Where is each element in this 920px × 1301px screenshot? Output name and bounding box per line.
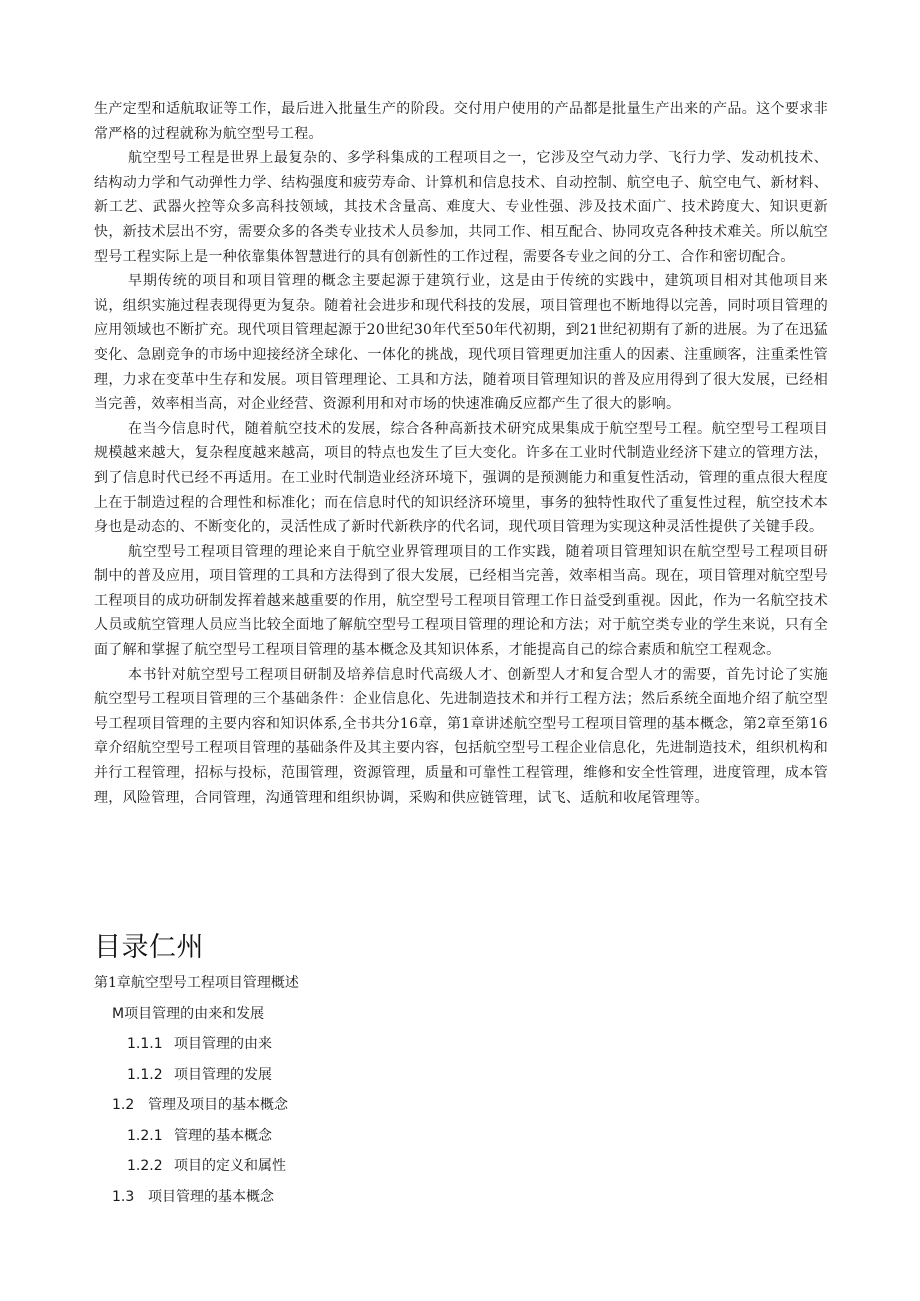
table-of-contents [0,968,920,1212]
toc-subsection-title: 项目的定义和属性 [174,1158,286,1174]
toc-subsection-number: 1.2.1 [127,1127,163,1144]
toc-chapter-label: 第1章航空型号工程项目管理概述 [94,975,299,991]
toc-subsection-1-1-2[interactable] [0,1060,920,1091]
toc-subsection-number: 1.2.2 [127,1158,163,1174]
paragraph-2: 航空型号工程是世界上最复杂的、多学科集成的工程项目之一，它涉及空气动力学、飞行力学、发动机技术、结构动力学和气动弹性力学、结构强度和疲劳寿命、计算机和信息技术、自动控制、航空电子、航空电气、新材料、新工艺、武器火控等众多高科技领域，其技术含量高、难度大、专业性强、涉及技术面广、技术跨度大、知识更新快，新技术层出不穷，需要众多的各类专业技术人员参加，共同工作、相互配合、协同攻克各种技术难关。所以航空型号工程实际上是一种依靠集体智慧进行的具有创新性的工作过程，需要各专业之间的分工、合作和密切配合。 [94,150,828,265]
toc-section-number: M [112,1005,125,1022]
toc-chapter-1[interactable] [0,968,920,999]
toc-subsection-title: 项目管理的发展 [174,1066,272,1083]
toc-section-number: 1.3 [112,1188,135,1205]
toc-section-title: 管理及项目的基本概念 [148,1097,288,1113]
paragraph-4: 在当今信息时代，随着航空技术的发展，综合各种高新技术研究成果集成于航空型号工程。航空型号工程项目规模越来越大，复杂程度越来越高，项目的特点也发生了巨大变化。许多在工业时代制造业经济下建立的管理方法，到了信息时代已经不再适用。在工业时代制造业经济环境下，强调的是预测能力和重复性活动，管理的重点很大程度上在于制造过程的合理性和标准化；而在信息时代的知识经济环境里，事务的独特性取代了重复性过程，航空技术本身也是动态的、不断变化的，灵活性成了新时代新秩序的代名词，现代项目管理为实现这种灵活性提供了关键手段。 [94,420,828,536]
toc-subsection-number: 1.1.2 [127,1066,163,1083]
toc-subsection-title: 项目管理的由来 [174,1036,272,1052]
body-text [94,97,828,810]
toc-subsection-title: 管理的基本概念 [174,1127,272,1144]
paragraph-5: 航空型号工程项目管理的理论来自于航空业界管理项目的工作实践，随着项目管理知识在航空型号工程项目研制中的普及应用，项目管理的工具和方法得到了很大发展，已经相当完善，效率相当高。现在，项目管理对航空型号工程项目的成功研制发挥着越来越重要的作用，航空型号工程项目管理工作日益受到重视。因此，作为一名航空技术人员或航空管理人员应当比较全面地了解航空型号工程项目管理的理论和方法；对于航空类专业的学生来说，只有全面了解和掌握了航空型号工程项目管理的基本概念及其知识体系，才能提高自己的综合素质和航空工程观念。 [94,543,828,659]
toc-heading: 目录仁州 [94,932,204,963]
toc-section-title: 项目管理的由来和发展 [124,1005,265,1022]
toc-section-1-1[interactable] [0,999,920,1030]
toc-section-1-3[interactable] [0,1182,920,1213]
paragraph-6: 本书针对航空型号工程项目研制及培养信息时代高级人才、创新型人才和复合型人才的需要，首先讨论了实施航空型号工程项目管理的三个基础条件：企业信息化、先进制造技术和并行工程方法；然后系统全面地介绍了航空型号工程项目管理的主要内容和知识体系,全书共分16章，第1章讲述航空型号工程项目管理的基本概念，第2章至第16章介绍航空型号工程项目管理的基础条件及其主要内容，包括航空型号工程企业信息化，先进制造技术，组织机构和并行工程管理，招标与投标，范围管理，资源管理，质量和可靠性工程管理，维修和安全性管理，进度管理，成本管理，风险管理，合同管理，沟通管理和组织协调，采购和供应链管理，试飞、适航和收尾管理等。 [94,666,828,806]
toc-section-number: 1.2 [112,1097,135,1113]
toc-section-title: 项目管理的基本概念 [148,1188,274,1205]
toc-subsection-number: 1.1.1 [127,1036,163,1052]
toc-section-1-2[interactable] [0,1090,920,1121]
toc-subsection-1-2-1[interactable] [0,1121,920,1152]
paragraph-3: 早期传统的项目和项目管理的概念主要起源于建筑行业，这是由于传统的实践中，建筑项目相对其他项目来说，组织实施过程表现得更为复杂。随着社会进步和现代科技的发展，项目管理也不断地得以完善，同时项目管理的应用领域也不断扩充。现代项目管理起源于20世纪30年代至50年代初期，到21世纪初期有了新的进展。为了在迅猛变化、急剧竞争的市场中迎接经济全球化、一体化的挑战，现代项目管理更加注重人的因素、注重顾客，注重柔性管理，力求在变革中生存和发展。项目管理理论、工具和方法，随着项目管理知识的普及应用得到了很大发展，已经相当完善，效率相当高，对企业经营、资源利用和对市场的快速准确反应都产生了很大的影响。 [94,273,828,413]
toc-subsection-1-1-1[interactable] [0,1029,920,1060]
toc-subsection-1-2-2[interactable] [0,1151,920,1182]
paragraph-1: 生产定型和适航取证等工作，最后进入批量生产的阶段。交付用户使用的产品都是批量生产出来的产品。这个要求非常严格的过程就称为航空型号工程。 [94,101,828,142]
